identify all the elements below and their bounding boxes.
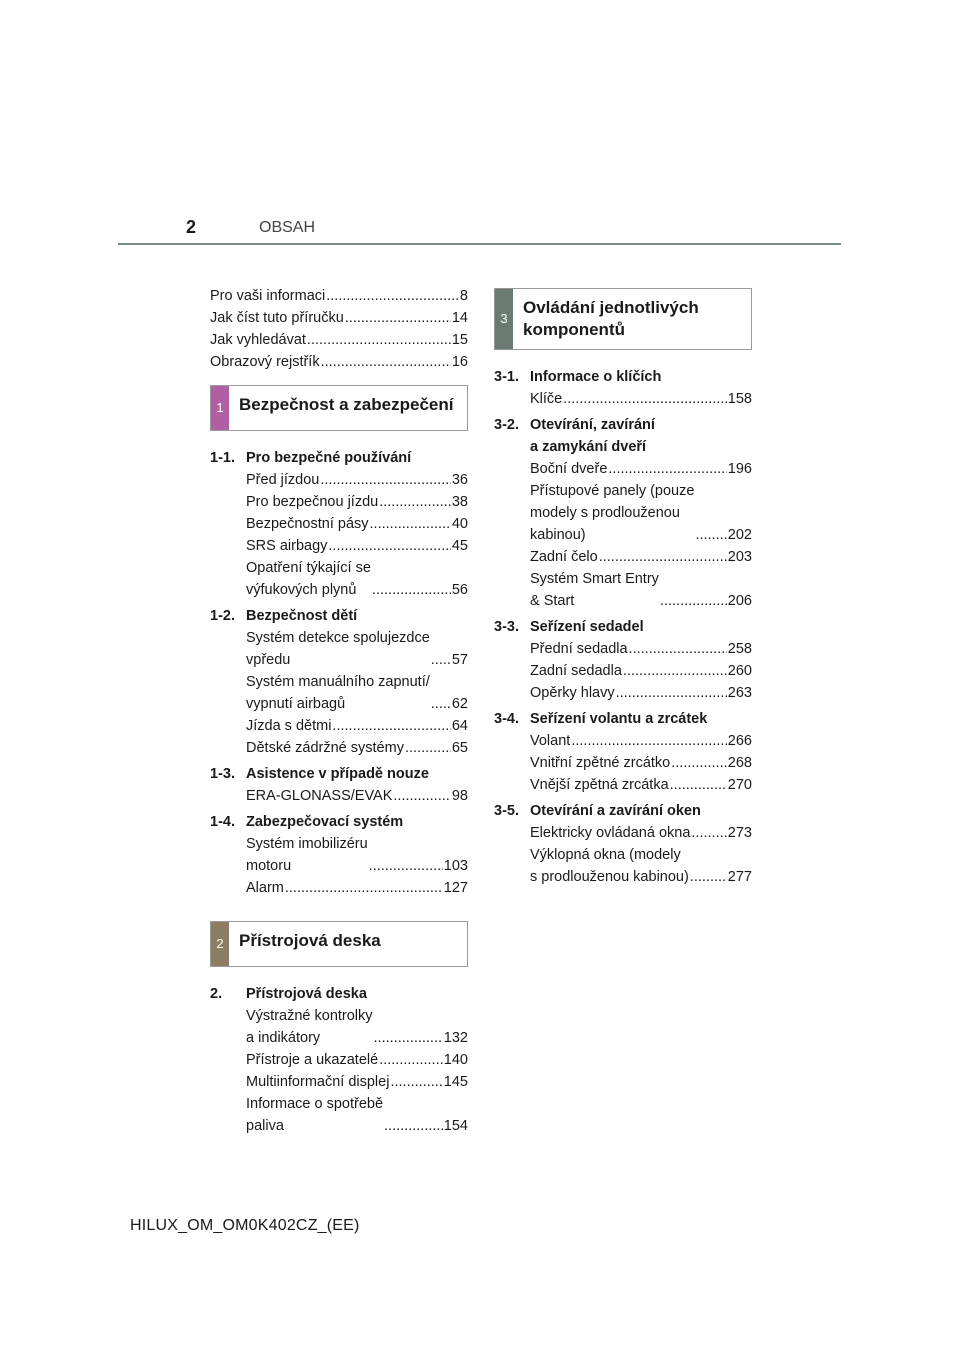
entry-label: Boční dveře xyxy=(530,461,608,477)
chapter-number-tab: 1 xyxy=(211,386,229,430)
entry-label: Zadní čelo xyxy=(530,549,598,565)
toc-intro-entry[interactable] xyxy=(210,351,468,373)
leader-dots xyxy=(326,285,459,307)
leader-dots xyxy=(390,1071,442,1093)
section-entries xyxy=(494,458,752,612)
toc-entry[interactable] xyxy=(246,833,468,877)
toc-section xyxy=(494,800,752,888)
toc-entry[interactable] xyxy=(530,774,752,796)
leader-dots xyxy=(671,752,727,774)
toc-entry[interactable] xyxy=(246,671,468,715)
section-title: Informace o klíčích xyxy=(530,369,662,385)
entry-label: Přístupové panely (pouze modely s prodlouženou kabinou) xyxy=(530,483,695,543)
toc-section xyxy=(494,708,752,796)
page-number: 103 xyxy=(443,858,468,874)
toc-right-column xyxy=(494,288,752,888)
leader-dots xyxy=(345,307,451,329)
toc-entry[interactable] xyxy=(530,682,752,704)
section-title: OBSAH xyxy=(259,219,316,236)
toc-entry[interactable] xyxy=(246,715,468,737)
page-number: 258 xyxy=(727,641,752,657)
toc-entry[interactable] xyxy=(246,1071,468,1093)
leader-dots xyxy=(372,579,451,601)
leader-dots xyxy=(307,329,451,351)
section-entries xyxy=(494,822,752,888)
section-title: Bezpečnost dětí xyxy=(246,608,358,624)
leader-dots xyxy=(695,524,726,546)
section-entries xyxy=(210,833,468,899)
entry-label: Výklopná okna (modely s prodlouženou kabinou) xyxy=(530,847,689,885)
leader-dots xyxy=(285,877,443,899)
entry-label: Pro bezpečnou jízdu xyxy=(246,494,379,510)
toc-entry[interactable] xyxy=(530,822,752,844)
toc-entry[interactable] xyxy=(530,752,752,774)
page-number: 64 xyxy=(451,718,468,734)
entry-label: Bezpečnostní pásy xyxy=(246,516,369,532)
page-number: 145 xyxy=(443,1074,468,1090)
toc-intro-entry[interactable] xyxy=(210,285,468,307)
chapter-title: Bezpečnost a zabezpečení xyxy=(239,395,454,414)
entry-label: Vnitřní zpětné zrcátko xyxy=(530,755,671,771)
toc-section xyxy=(210,983,468,1137)
leader-dots xyxy=(379,1049,443,1071)
leader-dots xyxy=(563,388,727,410)
leader-dots xyxy=(629,638,727,660)
toc-entry[interactable] xyxy=(246,785,468,807)
toc-entry[interactable] xyxy=(530,844,752,888)
toc-entry[interactable] xyxy=(530,660,752,682)
section-number: 3-2. xyxy=(494,417,519,433)
section-number: 3-3. xyxy=(494,619,519,635)
section-title: Pro bezpečné používání xyxy=(246,450,412,466)
page-number: 202 xyxy=(727,527,752,543)
page-number: 270 xyxy=(727,777,752,793)
entry-label: ERA-GLONASS/EVAK xyxy=(246,788,393,804)
section-number: 3-4. xyxy=(494,711,519,727)
section-entries xyxy=(494,638,752,704)
chapter-number-tab: 2 xyxy=(211,922,229,966)
header-divider xyxy=(118,243,841,245)
entry-label: Informace o spotřebě paliva xyxy=(246,1096,384,1134)
toc-entry[interactable] xyxy=(530,458,752,480)
page-number: 158 xyxy=(727,391,752,407)
section-entries xyxy=(494,730,752,796)
section-title: Přístrojová deska xyxy=(246,986,367,1002)
leader-dots xyxy=(690,866,727,888)
leader-dots xyxy=(379,491,451,513)
leader-dots xyxy=(670,774,727,796)
page-number: 140 xyxy=(443,1052,468,1068)
section-title: Otevírání a zavírání oken xyxy=(530,803,701,819)
entry-label: Zadní sedadla xyxy=(530,663,622,679)
page-number: 273 xyxy=(727,825,752,841)
page-number: 14 xyxy=(451,310,468,326)
entry-label: Vnější zpětná zrcátka xyxy=(530,777,669,793)
section-title: Seřízení sedadel xyxy=(530,619,644,635)
leader-dots xyxy=(405,737,451,759)
section-heading[interactable] xyxy=(210,811,468,833)
document-code: HILUX_OM_OM0K402CZ_(EE) xyxy=(130,1217,360,1234)
leader-dots xyxy=(370,513,451,535)
page-number: 2 xyxy=(186,217,197,237)
toc-entry[interactable] xyxy=(246,491,468,513)
entry-label: Opěrky hlavy xyxy=(530,685,615,701)
leader-dots xyxy=(660,590,727,612)
leader-dots xyxy=(691,822,726,844)
section-title: Zabezpečovací systém xyxy=(246,814,404,830)
chapter-header[interactable] xyxy=(210,385,468,431)
toc-section xyxy=(210,447,468,601)
leader-dots xyxy=(608,458,726,480)
toc-entry[interactable] xyxy=(246,737,468,759)
leader-dots xyxy=(571,730,726,752)
toc-entry[interactable] xyxy=(246,627,468,671)
page-number: 206 xyxy=(727,593,752,609)
entry-label: Přední sedadla xyxy=(530,641,628,657)
section-heading[interactable] xyxy=(494,366,752,388)
section-entries xyxy=(494,388,752,410)
entry-label: Obrazový rejstřík xyxy=(210,354,320,370)
page-number: 36 xyxy=(451,472,468,488)
section-number: 1-4. xyxy=(210,814,235,830)
leader-dots xyxy=(320,469,451,491)
page-number: 268 xyxy=(727,755,752,771)
section-entries xyxy=(210,627,468,759)
entry-label: Jízda s dětmi xyxy=(246,718,332,734)
entry-label: Volant xyxy=(530,733,571,749)
section-title: Seřízení volantu a zrcátek xyxy=(530,711,708,727)
entry-label: Systém manuálního zapnutí/ vypnutí airbagů xyxy=(246,674,430,712)
section-entries xyxy=(210,785,468,807)
page-number: 8 xyxy=(459,288,468,304)
entry-label: Přístroje a ukazatelé xyxy=(246,1052,379,1068)
section-heading[interactable] xyxy=(210,763,468,785)
section-number: 1-1. xyxy=(210,450,235,466)
toc-intro-entry[interactable] xyxy=(210,329,468,351)
page-number: 203 xyxy=(727,549,752,565)
entry-label: Systém imobilizéru motoru xyxy=(246,836,368,874)
toc-section xyxy=(494,414,752,612)
section-title: Otevírání, zavírání a zamykání dveří xyxy=(530,417,655,455)
section-heading[interactable] xyxy=(494,414,752,458)
toc-section xyxy=(494,366,752,410)
section-number: 1-3. xyxy=(210,766,235,782)
toc-entry[interactable] xyxy=(530,546,752,568)
entry-label: Jak číst tuto příručku xyxy=(210,310,344,326)
section-heading[interactable] xyxy=(210,983,468,1005)
section-entries xyxy=(210,1005,468,1137)
page-number: 65 xyxy=(451,740,468,756)
leader-dots xyxy=(431,693,451,715)
toc-section xyxy=(210,763,468,807)
page-number: 56 xyxy=(451,582,468,598)
page-number: 57 xyxy=(451,652,468,668)
leader-dots xyxy=(328,535,450,557)
entry-label: Pro vaši informaci xyxy=(210,288,326,304)
leader-dots xyxy=(599,546,727,568)
leader-dots xyxy=(321,351,451,373)
toc-entry[interactable] xyxy=(530,388,752,410)
page-number: 263 xyxy=(727,685,752,701)
entry-label: Systém detekce spolujezdce vpředu xyxy=(246,630,430,668)
toc-intro-entry[interactable] xyxy=(210,307,468,329)
toc-entry[interactable] xyxy=(246,1093,468,1137)
leader-dots xyxy=(332,715,450,737)
page-number: 38 xyxy=(451,494,468,510)
section-heading[interactable] xyxy=(494,708,752,730)
page-number: 260 xyxy=(727,663,752,679)
chapter-title: Přístrojová deska xyxy=(239,931,381,950)
page-number: 266 xyxy=(727,733,752,749)
toc-entry[interactable] xyxy=(246,1049,468,1071)
chapter-title: Ovládání jednotlivých komponentů xyxy=(523,298,699,339)
page-number: 15 xyxy=(451,332,468,348)
leader-dots xyxy=(623,660,727,682)
section-entries xyxy=(210,469,468,601)
toc-entry[interactable] xyxy=(246,1005,468,1049)
page-number: 277 xyxy=(727,869,752,885)
entry-label: SRS airbagy xyxy=(246,538,328,554)
section-title: Asistence v případě nouze xyxy=(246,766,429,782)
toc-entry[interactable] xyxy=(246,535,468,557)
chapter-header[interactable] xyxy=(494,288,752,350)
section-number: 2. xyxy=(210,986,223,1002)
page-number: 196 xyxy=(727,461,752,477)
toc-entry[interactable] xyxy=(530,480,752,546)
toc-entry[interactable] xyxy=(246,513,468,535)
section-heading[interactable] xyxy=(210,605,468,627)
leader-dots xyxy=(616,682,727,704)
leader-dots xyxy=(369,855,443,877)
chapter-number-tab: 3 xyxy=(495,289,513,349)
toc-section xyxy=(494,616,752,704)
page-number: 98 xyxy=(451,788,468,804)
entry-label: Výstražné kontrolky a indikátory xyxy=(246,1008,373,1046)
entry-label: Multiinformační displej xyxy=(246,1074,390,1090)
entry-label: Systém Smart Entry & Start xyxy=(530,571,659,609)
toc-entry[interactable] xyxy=(530,730,752,752)
section-heading[interactable] xyxy=(494,800,752,822)
leader-dots xyxy=(431,649,451,671)
entry-label: Před jízdou xyxy=(246,472,320,488)
page-header xyxy=(0,0,960,260)
entry-label: Dětské zádržné systémy xyxy=(246,740,404,756)
entry-label: Opatření týkající se výfukových plynů xyxy=(246,560,371,598)
chapter-header[interactable] xyxy=(210,921,468,967)
page-number: 132 xyxy=(443,1030,468,1046)
entry-label: Alarm xyxy=(246,880,284,896)
page-number: 154 xyxy=(443,1118,468,1134)
leader-dots xyxy=(393,785,450,807)
section-heading[interactable] xyxy=(494,616,752,638)
toc-entry[interactable] xyxy=(246,877,468,899)
toc-entry[interactable] xyxy=(530,638,752,660)
toc-entry[interactable] xyxy=(246,557,468,601)
toc-entry[interactable] xyxy=(530,568,752,612)
toc-section xyxy=(210,605,468,759)
page-number: 40 xyxy=(451,516,468,532)
entry-label: Klíče xyxy=(530,391,563,407)
page-number: 62 xyxy=(451,696,468,712)
leader-dots xyxy=(374,1027,443,1049)
section-heading[interactable] xyxy=(210,447,468,469)
page-number: 16 xyxy=(451,354,468,370)
section-number: 1-2. xyxy=(210,608,235,624)
toc-section xyxy=(210,811,468,899)
leader-dots xyxy=(384,1115,443,1137)
entry-label: Jak vyhledávat xyxy=(210,332,306,348)
section-number: 3-5. xyxy=(494,803,519,819)
toc-left-column xyxy=(210,285,468,1137)
page-number: 127 xyxy=(443,880,468,896)
section-number: 3-1. xyxy=(494,369,519,385)
page-number: 45 xyxy=(451,538,468,554)
toc-entry[interactable] xyxy=(246,469,468,491)
entry-label: Elektricky ovládaná okna xyxy=(530,825,691,841)
